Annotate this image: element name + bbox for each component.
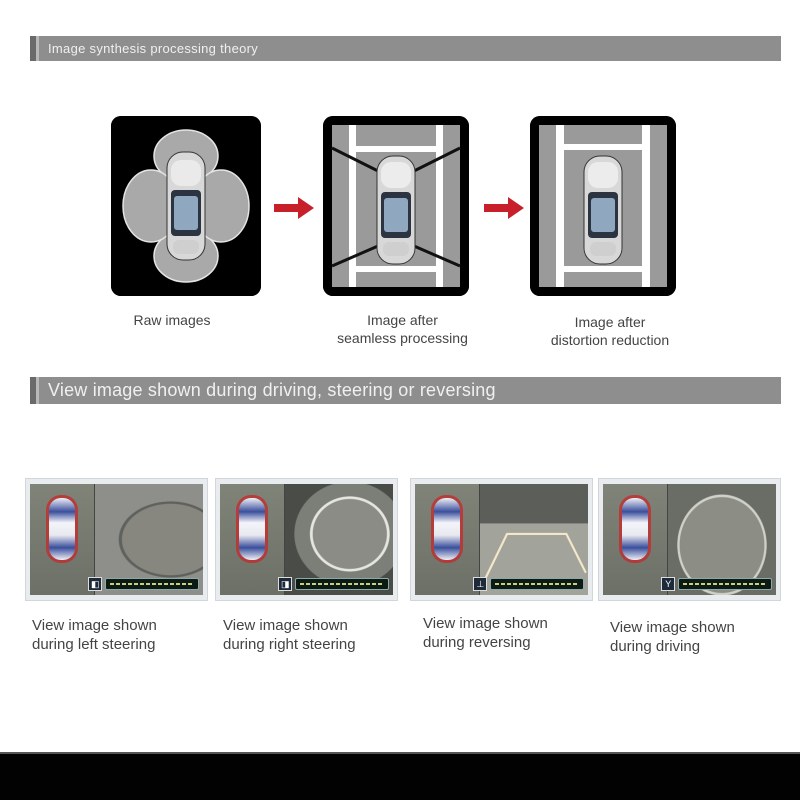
caption-line: during right steering: [223, 636, 356, 653]
section-header-theory: [30, 36, 781, 61]
top-view: [220, 484, 284, 595]
distortion-reduced-view-diagram: [530, 116, 676, 296]
view-thumbnail-left-steering: [25, 478, 208, 601]
caption-reversing: [423, 614, 548, 652]
status-bar: [661, 577, 772, 591]
caption-left-steering: [32, 616, 157, 654]
car-icon: [377, 156, 415, 264]
status-meter: [295, 578, 389, 590]
view-thumbnail-driving: [598, 478, 781, 601]
right-arrow-icon: [274, 197, 314, 219]
status-meter: [490, 578, 584, 590]
caption-line: during driving: [610, 638, 701, 655]
status-meter: [678, 578, 772, 590]
status-meter: [105, 578, 199, 590]
caption-line: during reversing: [423, 634, 531, 651]
right-camera-icon: ◨: [278, 577, 292, 591]
caption-raw-images: [112, 311, 232, 329]
view-thumbnail-reversing: [410, 478, 593, 601]
caption-distortion-reduction: [520, 313, 700, 349]
distortion-reduction-panel: [530, 116, 676, 296]
caption-line: during left steering: [32, 636, 156, 653]
view-thumbnail-right-steering: [215, 478, 398, 601]
car-icon: [49, 498, 75, 560]
car-icon: [167, 152, 205, 260]
right-arrow-icon: [484, 197, 524, 219]
raw-camera-views-diagram: [111, 116, 261, 296]
caption-line: Raw images: [133, 312, 211, 328]
caption-driving: [610, 618, 735, 656]
section-header-views: [30, 377, 781, 404]
status-bar: [278, 577, 389, 591]
rear-camera-icon: ⊥: [473, 577, 487, 591]
caption-line: Image after: [574, 314, 646, 330]
caption-line: View image shown: [223, 617, 348, 634]
seamless-view-diagram: [323, 116, 469, 296]
caption-line: View image shown: [423, 615, 548, 632]
section-title: Image synthesis processing theory: [48, 41, 259, 56]
car-icon: [239, 498, 265, 560]
car-icon: [622, 498, 648, 560]
caption-line: distortion reduction: [550, 332, 670, 348]
seamless-processing-panel: [323, 116, 469, 296]
caption-line: View image shown: [610, 619, 735, 636]
top-view: [603, 484, 667, 595]
caption-seamless-processing: [305, 311, 500, 347]
status-bar: [473, 577, 584, 591]
caption-right-steering: [223, 616, 356, 654]
caption-line: Image after: [367, 312, 438, 328]
top-view: [415, 484, 479, 595]
car-icon: [434, 498, 460, 560]
status-bar: [88, 577, 199, 591]
front-camera-icon: Y: [661, 577, 675, 591]
car-icon: [584, 156, 622, 264]
caption-line: View image shown: [32, 617, 157, 634]
section-title: View image shown during driving, steering or reversing: [48, 380, 496, 400]
left-camera-icon: ◧: [88, 577, 102, 591]
top-view: [30, 484, 94, 595]
raw-images-panel: [111, 116, 261, 296]
caption-line: seamless processing: [337, 330, 468, 346]
footer-bar: [0, 752, 800, 800]
